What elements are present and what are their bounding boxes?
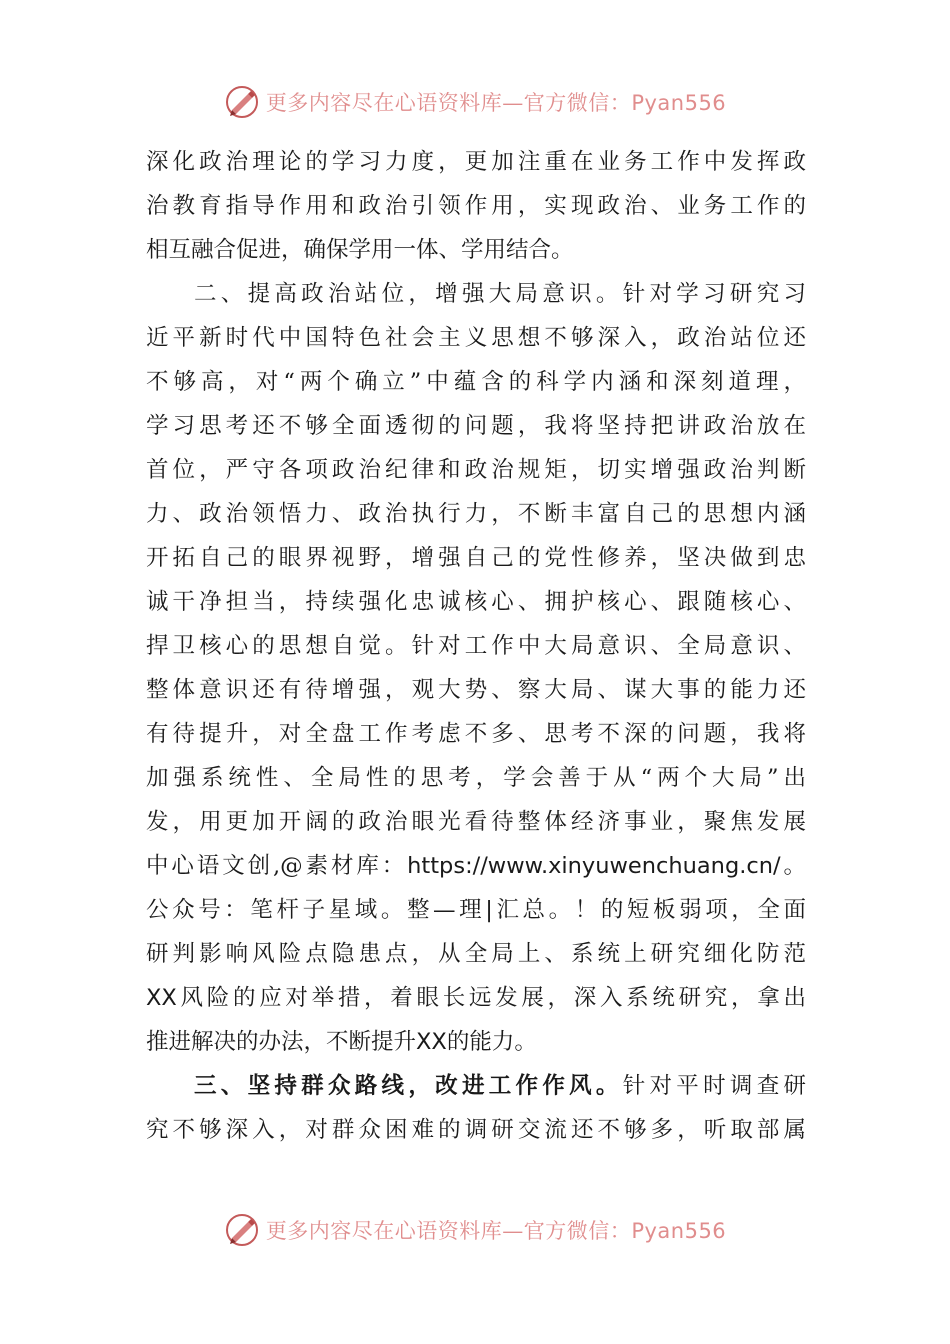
placeholder-xx: XX [146, 985, 177, 1011]
pen-logo-icon [224, 84, 260, 120]
text-line-url [146, 844, 806, 888]
text-line: 开拓自己的眼界视野，增强自己的党性修养，坚决做到忠 [146, 545, 806, 571]
text-segment: 风险的应对举措，着眼长远发展，深入系统研究，拿出 [176, 985, 806, 1011]
section-three-heading: 三、坚持群众路线，改进工作作风。 [194, 1073, 623, 1099]
pen-logo-icon [224, 1212, 260, 1248]
header-watermark-banner [0, 82, 950, 122]
text-segment: | [485, 897, 493, 923]
text-line: 整体意识还有待增强，观大势、察大局、谋大事的能力还 [146, 677, 806, 703]
text-line: 治教育指导作用和政治引领作用，实现政治、业务工作的 [146, 193, 806, 219]
text-segment: 汇总。！的短板弱项，全面 [492, 897, 806, 923]
text-line: 首位，严守各项政治纪律和政治规矩，切实增强政治判断 [146, 457, 806, 483]
text-line [146, 1020, 806, 1064]
text-segment: 中心语文创,@素材库： [146, 853, 408, 879]
placeholder-xx: XX [416, 1029, 447, 1055]
text-line: 近平新时代中国特色社会主义思想不够深入，政治站位还 [146, 325, 806, 351]
text-segment: 理 [455, 897, 486, 923]
section-two-heading-line: 二、提高政治站位，增强大局意识。针对学习研究习 [194, 281, 806, 307]
text-line: 学习思考还不够全面透彻的问题，我将坚持把讲政治放在 [146, 413, 806, 439]
text-line: 研判影响风险点隐患点，从全局上、系统上研究细化防范 [146, 941, 806, 967]
header-watermark [224, 84, 726, 120]
text-line: 不够高，对“两个确立”中蕴含的科学内涵和深刻道理， [146, 369, 806, 395]
text-line: 深化政治理论的学习力度，更加注重在业务工作中发挥政 [146, 149, 806, 175]
footer-watermark-banner [0, 1210, 950, 1250]
text-line: 有待提升，对全盘工作考虑不多、思考不深的问题，我将 [146, 721, 806, 747]
watermark-handle: Pyan556 [631, 1219, 727, 1243]
text-line: 相互融合促进，确保学用一体、学用结合。 [146, 237, 574, 263]
text-segment: 针对平时调查研 [622, 1073, 806, 1099]
text-line: 究不够深入，对群众困难的调研交流还不够多，听取部属 [146, 1117, 806, 1143]
watermark-text: 更多内容尽在心语资料库—官方微信：Pyan556 [265, 1219, 727, 1243]
watermark-text: 更多内容尽在心语资料库—官方微信：Pyan556 [265, 91, 727, 115]
text-line [146, 976, 806, 1020]
watermark-handle: Pyan556 [631, 91, 727, 115]
text-segment: 的能力。 [446, 1029, 537, 1055]
url-text: https://www.xinyuwenchuang.cn/ [407, 853, 781, 879]
text-line: 加强系统性、全局性的思考，学会善于从“两个大局”出 [146, 765, 806, 791]
text-line [146, 888, 806, 932]
text-segment: 公众号：笔杆子星域。整 [146, 897, 434, 923]
text-line: 发，用更加开阔的政治眼光看待整体经济事业，聚焦发展 [146, 809, 806, 835]
text-segment: 推进解决的办法，不断提升 [146, 1029, 417, 1055]
text-line: 捍卫核心的思想自觉。针对工作中大局意识、全局意识、 [146, 633, 806, 659]
section-three-heading-line [146, 1064, 806, 1108]
document-body [146, 140, 806, 1152]
text-segment: 。 [780, 853, 806, 879]
text-segment: — [433, 897, 456, 923]
text-line: 诚干净担当，持续强化忠诚核心、拥护核心、跟随核心、 [146, 589, 806, 615]
text-line: 力、政治领悟力、政治执行力，不断丰富自己的思想内涵 [146, 501, 806, 527]
footer-watermark [224, 1212, 726, 1248]
